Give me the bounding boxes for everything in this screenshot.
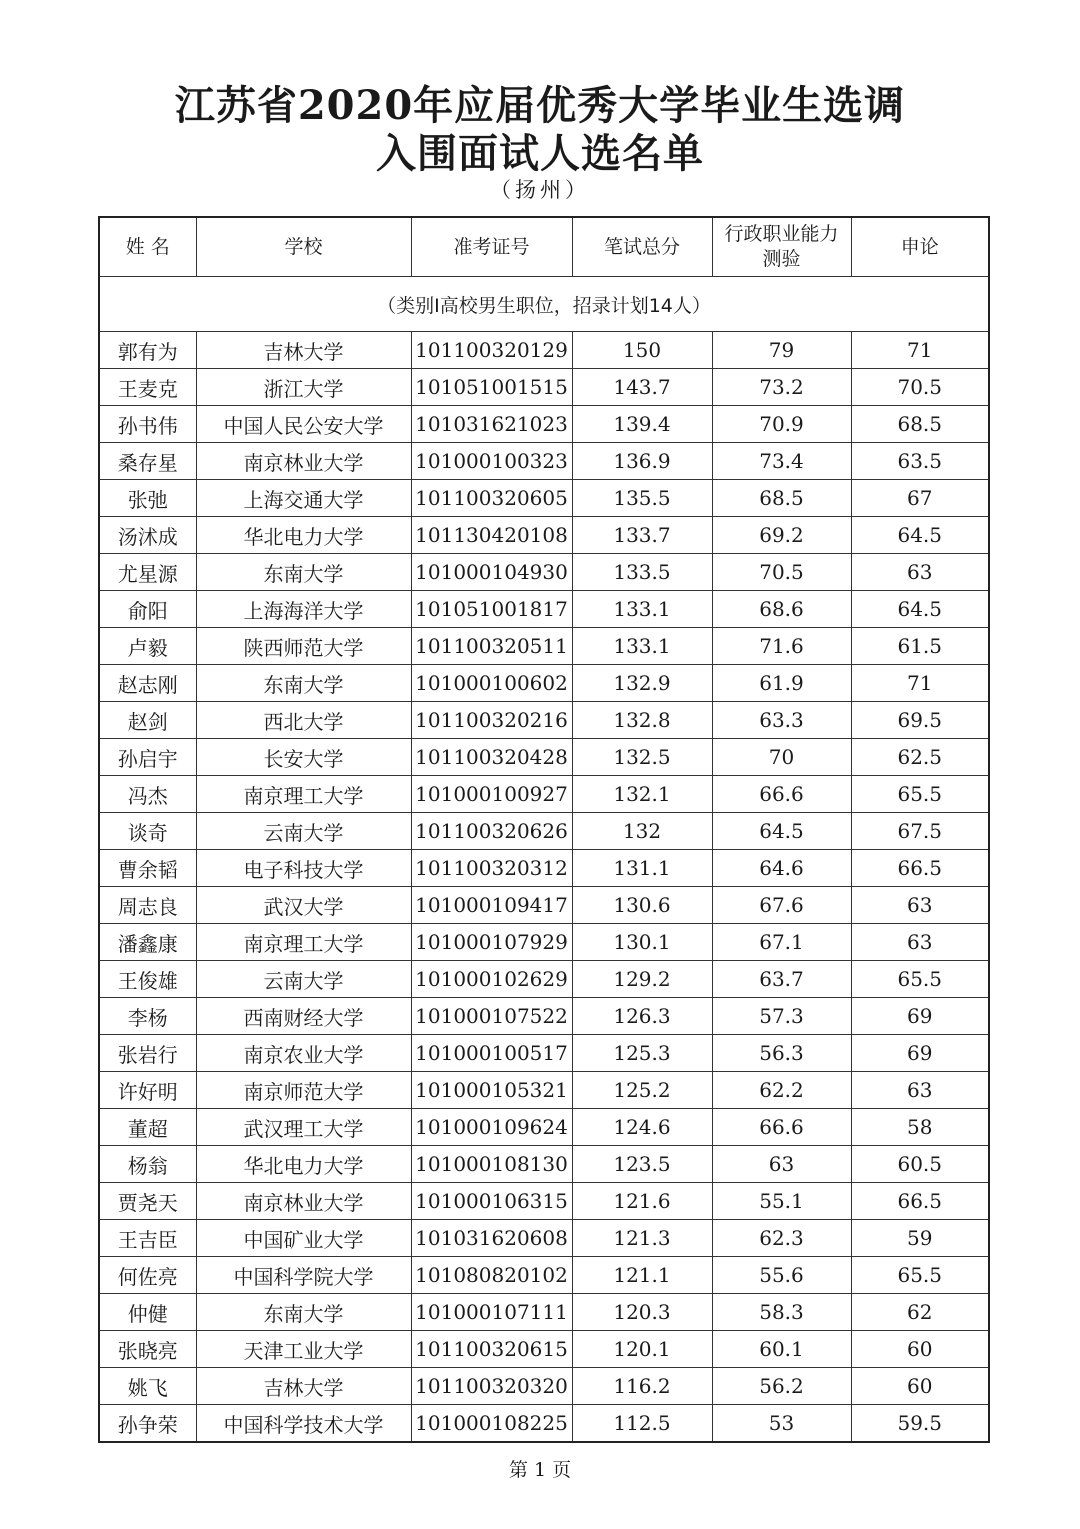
- cell-school: 云南大学: [196, 961, 411, 998]
- cell-exam-id: 101100320605: [411, 480, 572, 517]
- cell-school: 东南大学: [196, 665, 411, 702]
- cell-shenlun-score: 65.5: [851, 776, 989, 813]
- cell-shenlun-score: 71: [851, 332, 989, 369]
- cell-shenlun-score: 69: [851, 1035, 989, 1072]
- cell-name: 赵志刚: [99, 665, 196, 702]
- cell-xingce-score: 53: [712, 1405, 851, 1443]
- header-name: 姓 名: [99, 217, 196, 277]
- table-row: [99, 998, 989, 1035]
- cell-total-score: 132.5: [572, 739, 712, 776]
- cell-name: 曹余韬: [99, 850, 196, 887]
- cell-name: 桑存星: [99, 443, 196, 480]
- cell-exam-id: 101000105321: [411, 1072, 572, 1109]
- cell-exam-id: 101100320129: [411, 332, 572, 369]
- cell-school: 电子科技大学: [196, 850, 411, 887]
- cell-shenlun-score: 63.5: [851, 443, 989, 480]
- header-school: 学校: [196, 217, 411, 277]
- cell-total-score: 133.7: [572, 517, 712, 554]
- cell-name: 赵剑: [99, 702, 196, 739]
- table-row: [99, 406, 989, 443]
- cell-total-score: 123.5: [572, 1146, 712, 1183]
- cell-exam-id: 101000109624: [411, 1109, 572, 1146]
- cell-shenlun-score: 61.5: [851, 628, 989, 665]
- cell-total-score: 121.3: [572, 1220, 712, 1257]
- table-row: [99, 961, 989, 998]
- cell-shenlun-score: 67: [851, 480, 989, 517]
- cell-school: 浙江大学: [196, 369, 411, 406]
- cell-total-score: 125.3: [572, 1035, 712, 1072]
- cell-school: 南京师范大学: [196, 1072, 411, 1109]
- cell-total-score: 150: [572, 332, 712, 369]
- cell-exam-id: 101000104930: [411, 554, 572, 591]
- cell-shenlun-score: 60: [851, 1368, 989, 1405]
- cell-name: 周志良: [99, 887, 196, 924]
- cell-name: 贾尧天: [99, 1183, 196, 1220]
- cell-name: 卢毅: [99, 628, 196, 665]
- cell-total-score: 131.1: [572, 850, 712, 887]
- cell-name: 杨翁: [99, 1146, 196, 1183]
- cell-xingce-score: 70: [712, 739, 851, 776]
- cell-school: 南京农业大学: [196, 1035, 411, 1072]
- cell-total-score: 129.2: [572, 961, 712, 998]
- cell-shenlun-score: 64.5: [851, 591, 989, 628]
- cell-total-score: 116.2: [572, 1368, 712, 1405]
- cell-total-score: 139.4: [572, 406, 712, 443]
- table-row: [99, 1331, 989, 1368]
- table-row: [99, 1368, 989, 1405]
- cell-xingce-score: 70.5: [712, 554, 851, 591]
- table-row: [99, 702, 989, 739]
- cell-xingce-score: 64.5: [712, 813, 851, 850]
- cell-total-score: 133.1: [572, 591, 712, 628]
- cell-xingce-score: 71.6: [712, 628, 851, 665]
- cell-xingce-score: 68.5: [712, 480, 851, 517]
- table-row: [99, 1109, 989, 1146]
- cell-school: 武汉理工大学: [196, 1109, 411, 1146]
- cell-xingce-score: 68.6: [712, 591, 851, 628]
- cell-xingce-score: 63: [712, 1146, 851, 1183]
- table-row: [99, 517, 989, 554]
- cell-school: 陕西师范大学: [196, 628, 411, 665]
- cell-name: 董超: [99, 1109, 196, 1146]
- cell-school: 南京理工大学: [196, 924, 411, 961]
- cell-name: 孙启宇: [99, 739, 196, 776]
- cell-exam-id: 101000108130: [411, 1146, 572, 1183]
- cell-xingce-score: 66.6: [712, 1109, 851, 1146]
- cell-shenlun-score: 70.5: [851, 369, 989, 406]
- cell-total-score: 125.2: [572, 1072, 712, 1109]
- cell-school: 中国科学院大学: [196, 1257, 411, 1294]
- cell-exam-id: 101031621023: [411, 406, 572, 443]
- cell-xingce-score: 63.3: [712, 702, 851, 739]
- cell-xingce-score: 56.3: [712, 1035, 851, 1072]
- cell-name: 张弛: [99, 480, 196, 517]
- cell-total-score: 121.6: [572, 1183, 712, 1220]
- cell-xingce-score: 67.6: [712, 887, 851, 924]
- header-total-score: 笔试总分: [572, 217, 712, 277]
- cell-shenlun-score: 68.5: [851, 406, 989, 443]
- cell-xingce-score: 67.1: [712, 924, 851, 961]
- cell-shenlun-score: 63: [851, 887, 989, 924]
- table-row: [99, 739, 989, 776]
- cell-school: 云南大学: [196, 813, 411, 850]
- cell-exam-id: 101000106315: [411, 1183, 572, 1220]
- cell-xingce-score: 64.6: [712, 850, 851, 887]
- cell-name: 王吉臣: [99, 1220, 196, 1257]
- cell-name: 姚飞: [99, 1368, 196, 1405]
- cell-shenlun-score: 59: [851, 1220, 989, 1257]
- table-header-row: [99, 217, 989, 277]
- cell-exam-id: 101100320428: [411, 739, 572, 776]
- cell-shenlun-score: 62: [851, 1294, 989, 1331]
- cell-total-score: 120.3: [572, 1294, 712, 1331]
- cell-exam-id: 101130420108: [411, 517, 572, 554]
- cell-shenlun-score: 67.5: [851, 813, 989, 850]
- table-row: [99, 1183, 989, 1220]
- table-row: [99, 628, 989, 665]
- cell-school: 天津工业大学: [196, 1331, 411, 1368]
- cell-name: 张岩行: [99, 1035, 196, 1072]
- cell-shenlun-score: 69: [851, 998, 989, 1035]
- cell-exam-id: 101000100517: [411, 1035, 572, 1072]
- cell-xingce-score: 57.3: [712, 998, 851, 1035]
- cell-total-score: 120.1: [572, 1331, 712, 1368]
- cell-name: 孙争荣: [99, 1405, 196, 1443]
- cell-exam-id: 101100320615: [411, 1331, 572, 1368]
- cell-school: 上海海洋大学: [196, 591, 411, 628]
- cell-exam-id: 101051001817: [411, 591, 572, 628]
- cell-school: 上海交通大学: [196, 480, 411, 517]
- cell-shenlun-score: 60.5: [851, 1146, 989, 1183]
- cell-name: 李杨: [99, 998, 196, 1035]
- cell-school: 南京理工大学: [196, 776, 411, 813]
- cell-total-score: 133.5: [572, 554, 712, 591]
- cell-total-score: 126.3: [572, 998, 712, 1035]
- cell-xingce-score: 70.9: [712, 406, 851, 443]
- cell-shenlun-score: 58: [851, 1109, 989, 1146]
- cell-school: 华北电力大学: [196, 517, 411, 554]
- cell-exam-id: 101100320626: [411, 813, 572, 850]
- cell-exam-id: 101000108225: [411, 1405, 572, 1443]
- cell-xingce-score: 61.9: [712, 665, 851, 702]
- candidate-table: [98, 216, 990, 1443]
- cell-name: 俞阳: [99, 591, 196, 628]
- cell-shenlun-score: 71: [851, 665, 989, 702]
- cell-exam-id: 101100320511: [411, 628, 572, 665]
- category-label: （类别I高校男生职位，招录计划14人）: [99, 277, 989, 332]
- cell-school: 华北电力大学: [196, 1146, 411, 1183]
- category-row: [99, 277, 989, 332]
- cell-school: 吉林大学: [196, 332, 411, 369]
- cell-shenlun-score: 69.5: [851, 702, 989, 739]
- cell-xingce-score: 62.3: [712, 1220, 851, 1257]
- table-row: [99, 369, 989, 406]
- cell-shenlun-score: 66.5: [851, 1183, 989, 1220]
- cell-school: 中国矿业大学: [196, 1220, 411, 1257]
- cell-total-score: 132: [572, 813, 712, 850]
- cell-name: 仲健: [99, 1294, 196, 1331]
- cell-total-score: 130.1: [572, 924, 712, 961]
- cell-exam-id: 101000100323: [411, 443, 572, 480]
- document-title-line1: 江苏省2020年应届优秀大学毕业生选调: [174, 82, 906, 129]
- cell-xingce-score: 73.4: [712, 443, 851, 480]
- cell-shenlun-score: 65.5: [851, 1257, 989, 1294]
- table-row: [99, 887, 989, 924]
- cell-xingce-score: 79: [712, 332, 851, 369]
- table-row: [99, 1405, 989, 1443]
- cell-total-score: 121.1: [572, 1257, 712, 1294]
- table-row: [99, 443, 989, 480]
- cell-exam-id: 101000107111: [411, 1294, 572, 1331]
- cell-shenlun-score: 65.5: [851, 961, 989, 998]
- header-shenlun-score: 申论: [851, 217, 989, 277]
- table-row: [99, 924, 989, 961]
- cell-xingce-score: 55.1: [712, 1183, 851, 1220]
- document-title-line2: 入围面试人选名单: [376, 130, 704, 177]
- table-row: [99, 850, 989, 887]
- cell-school: 东南大学: [196, 554, 411, 591]
- cell-school: 长安大学: [196, 739, 411, 776]
- cell-school: 中国人民公安大学: [196, 406, 411, 443]
- cell-name: 王麦克: [99, 369, 196, 406]
- table-row: [99, 1035, 989, 1072]
- cell-shenlun-score: 59.5: [851, 1405, 989, 1443]
- table-row: [99, 1072, 989, 1109]
- cell-school: 中国科学技术大学: [196, 1405, 411, 1443]
- header-exam-id: 准考证号: [411, 217, 572, 277]
- cell-total-score: 136.9: [572, 443, 712, 480]
- cell-school: 西南财经大学: [196, 998, 411, 1035]
- cell-exam-id: 101000107522: [411, 998, 572, 1035]
- cell-total-score: 135.5: [572, 480, 712, 517]
- cell-name: 孙书伟: [99, 406, 196, 443]
- cell-exam-id: 101100320216: [411, 702, 572, 739]
- table-row: [99, 332, 989, 369]
- cell-exam-id: 101051001515: [411, 369, 572, 406]
- table-row: [99, 554, 989, 591]
- cell-shenlun-score: 64.5: [851, 517, 989, 554]
- cell-xingce-score: 62.2: [712, 1072, 851, 1109]
- cell-exam-id: 101000109417: [411, 887, 572, 924]
- cell-name: 许好明: [99, 1072, 196, 1109]
- cell-xingce-score: 56.2: [712, 1368, 851, 1405]
- cell-name: 谈奇: [99, 813, 196, 850]
- table-row: [99, 1257, 989, 1294]
- cell-total-score: 133.1: [572, 628, 712, 665]
- cell-school: 东南大学: [196, 1294, 411, 1331]
- cell-name: 郭有为: [99, 332, 196, 369]
- cell-total-score: 132.9: [572, 665, 712, 702]
- cell-xingce-score: 63.7: [712, 961, 851, 998]
- header-xingce-score: 行政职业能力测验: [712, 217, 851, 277]
- cell-total-score: 130.6: [572, 887, 712, 924]
- cell-total-score: 132.1: [572, 776, 712, 813]
- table-row: [99, 813, 989, 850]
- table-row: [99, 1220, 989, 1257]
- cell-school: 南京林业大学: [196, 1183, 411, 1220]
- cell-name: 潘鑫康: [99, 924, 196, 961]
- cell-xingce-score: 60.1: [712, 1331, 851, 1368]
- cell-exam-id: 101100320320: [411, 1368, 572, 1405]
- cell-xingce-score: 58.3: [712, 1294, 851, 1331]
- cell-school: 吉林大学: [196, 1368, 411, 1405]
- cell-total-score: 112.5: [572, 1405, 712, 1443]
- table-row: [99, 480, 989, 517]
- cell-exam-id: 101000102629: [411, 961, 572, 998]
- cell-shenlun-score: 62.5: [851, 739, 989, 776]
- cell-exam-id: 101000100602: [411, 665, 572, 702]
- cell-name: 张晓亮: [99, 1331, 196, 1368]
- cell-name: 王俊雄: [99, 961, 196, 998]
- cell-shenlun-score: 63: [851, 554, 989, 591]
- table-row: [99, 591, 989, 628]
- cell-school: 南京林业大学: [196, 443, 411, 480]
- cell-shenlun-score: 63: [851, 1072, 989, 1109]
- cell-name: 何佐亮: [99, 1257, 196, 1294]
- cell-exam-id: 101100320312: [411, 850, 572, 887]
- cell-xingce-score: 73.2: [712, 369, 851, 406]
- table-row: [99, 665, 989, 702]
- cell-school: 西北大学: [196, 702, 411, 739]
- table-row: [99, 1146, 989, 1183]
- document-subtitle: （扬州）: [490, 178, 590, 202]
- page-number: 第 1 页: [508, 1459, 572, 1481]
- cell-exam-id: 101000107929: [411, 924, 572, 961]
- cell-total-score: 132.8: [572, 702, 712, 739]
- cell-total-score: 124.6: [572, 1109, 712, 1146]
- cell-name: 汤沭成: [99, 517, 196, 554]
- table-row: [99, 1294, 989, 1331]
- cell-exam-id: 101031620608: [411, 1220, 572, 1257]
- cell-exam-id: 101080820102: [411, 1257, 572, 1294]
- cell-shenlun-score: 66.5: [851, 850, 989, 887]
- table-row: [99, 776, 989, 813]
- cell-name: 尤星源: [99, 554, 196, 591]
- cell-shenlun-score: 60: [851, 1331, 989, 1368]
- cell-shenlun-score: 63: [851, 924, 989, 961]
- cell-xingce-score: 55.6: [712, 1257, 851, 1294]
- cell-total-score: 143.7: [572, 369, 712, 406]
- cell-exam-id: 101000100927: [411, 776, 572, 813]
- cell-xingce-score: 69.2: [712, 517, 851, 554]
- cell-school: 武汉大学: [196, 887, 411, 924]
- cell-xingce-score: 66.6: [712, 776, 851, 813]
- cell-name: 冯杰: [99, 776, 196, 813]
